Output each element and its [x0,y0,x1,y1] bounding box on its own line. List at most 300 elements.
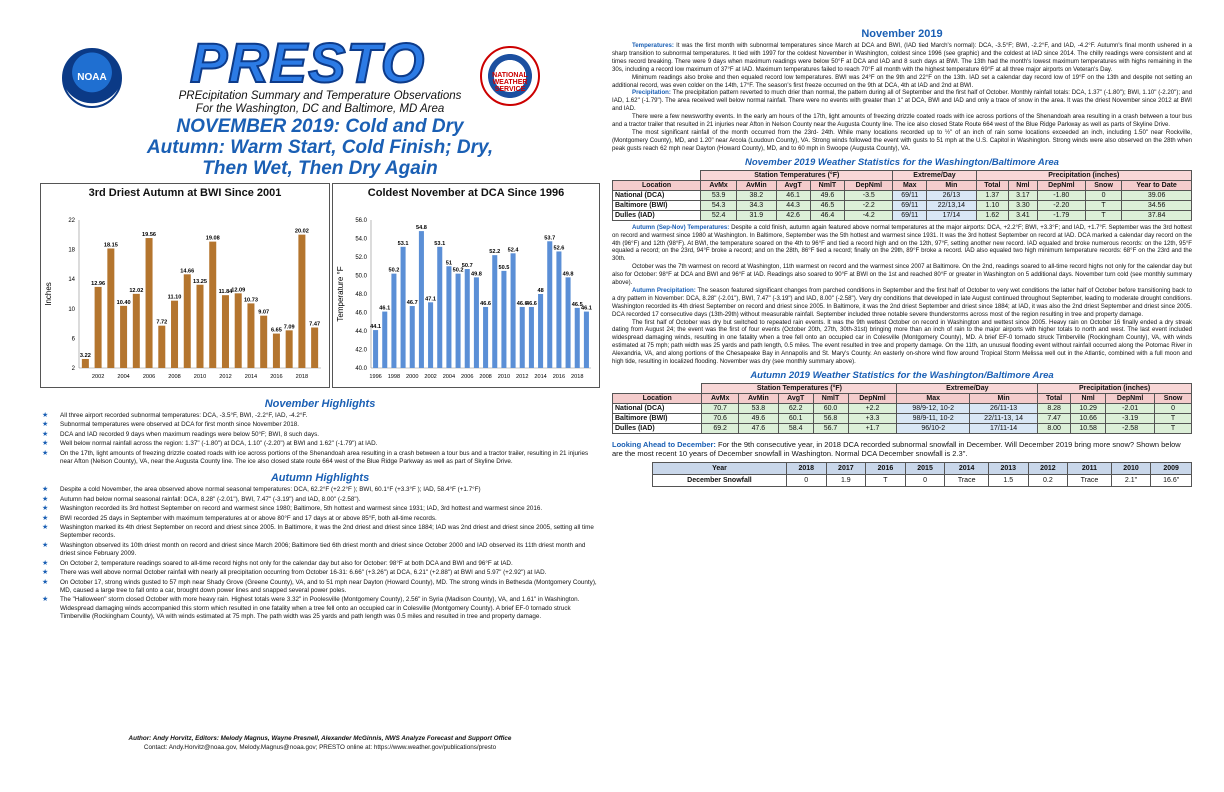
star-bullet-icon: ★ [42,449,49,457]
y-tick-label: 48.0 [355,292,367,298]
data-label: 7.09 [283,324,295,331]
table-cell: 26/11-13 [970,404,1038,414]
table-cell: -3.5 [845,190,893,200]
paragraph: Minimum readings also broke and then equaled record low temperatures. BWI was 24°F on the 9th and 22°F on the 13th. IAD set a calendar day record low of 19°F on the 13th and despite not setting an additional record, was even colder on the 14th, 17°F. The season's first freeze occurred on the 9th at DCA, 4th at IAD and 2nd at BWI. [612,73,1192,89]
data-label: 52.4 [507,247,519,254]
right-column [612,28,1192,788]
star-bullet-icon: ★ [42,596,49,604]
bar [184,274,191,368]
chart-title: 3rd Driest Autumn at BWI Since 2001 [88,187,282,199]
y-tick-label: 56.0 [355,218,367,224]
data-label: 46.7 [406,300,418,307]
data-label: 11.84 [218,289,233,296]
table-cell: 17/11-14 [970,424,1038,434]
x-tick-label: 2006 [461,374,474,380]
table-cell: -2.20 [1037,200,1085,210]
bar [120,306,127,368]
table-cell: 1.9 [826,475,866,487]
y-tick-label: 14 [68,277,75,284]
data-label: 7.47 [309,321,321,328]
table-cell: T [1085,200,1121,210]
table-cell: 60.1 [778,414,813,424]
nws-logo-icon: NATIONAL WEATHER SERVICE [480,46,540,106]
table-column-header: Max [897,394,970,404]
table-cell: 98/9-12, 10-2 [897,404,970,414]
bar [382,312,387,368]
bar [538,294,543,368]
data-label: 46.1 [580,305,592,312]
table-cell: 62.2 [778,404,813,414]
paragraph: October was the 7th warmest on record at Washington, 11th warmest on record and the warmest since 2007 at Baltimore. On the 2nd, readings soared to all-time record highs not only for the calendar day but also for October: 98°F at DCA and BWI and 96°F at IAD. Readings also soared to 90°F at BWI on the 1st and reached 80°F or greater in Washington on 5 additional days. November turn cold (see monthly summary above). [612,263,1192,287]
bar [158,326,165,368]
bar [298,235,305,368]
bar [501,271,506,368]
data-label: 12.96 [91,280,106,287]
table-cell: 22/11-13, 14 [970,414,1038,424]
data-label: 53.7 [544,235,556,242]
data-label: 10.40 [116,299,131,306]
star-bullet-icon: ★ [42,578,49,586]
data-label: 47.1 [425,296,437,303]
highlight-text: DCA and IAD recorded 9 days when maximum readings were below 50°F; BWI, 8 such days. [60,430,320,438]
y-tick-label: 54.0 [355,236,367,243]
table-cell: -2.58 [1106,424,1155,434]
x-tick-label: 2016 [552,374,566,380]
nov-highlight-item [40,412,600,420]
highlight-text: On October 17, strong winds gusted to 57 mph near Shady Grove (Greene County), VA, and to 51 mph near Dayton (Howard County), MD. The strong winds in Bethesda (Montgomery County), MD, caused a large tree to fall onto a car, brought down power lines and snapped several power poles. [60,578,597,594]
table-column-header: NmlT [810,180,845,190]
table-column-header: DepNml [1106,394,1155,404]
bar [373,330,378,368]
table-column-header: Year [653,463,787,475]
highlight-text: There was well above normal October rainfall with nearly all precipitation occurring from October 16-31: 6.66" (+3.26") at DCA, 6.21" (+2.88") at BWI and 5.97" (+2.92") at IAD. [60,569,547,577]
autumn-highlights-list [40,486,600,621]
table-column-header: 2012 [1028,463,1068,475]
presto-brand: PRESTO [190,31,426,94]
y-tick-label: 10 [68,306,75,313]
bar [273,334,280,368]
nov-highlights-heading: November Highlights [264,398,376,410]
data-label: 52.6 [553,245,565,252]
table-cell: 46.4 [810,210,845,220]
table-cell: +1.7 [848,424,897,434]
paragraph: There were a few newsworthy events. In the early am hours of the 17th, light amounts of freezing drizzle coated roads with ice across portions of the Shenandoah area resulting in a crash between a tour bus and a tractor trailer that resulted in 21 injuries near Afton in Nelson County near the Augusta County line. The ice also closed State Route 664 west of the Blue Ridge Parkway as well as parts of Skyline Drive. [612,113,1192,129]
y-tick-label: 6 [71,336,75,343]
table-cell: 44.3 [776,200,810,210]
nov-highlight-item [40,440,600,448]
x-tick-label: 2016 [270,374,283,380]
table-cell: 47.6 [738,424,778,434]
table-column-header: Location [613,394,702,404]
autumn-highlight-item [40,505,600,513]
y-tick-label: 2 [71,366,75,372]
data-label: 50.5 [498,264,510,271]
star-bullet-icon: ★ [42,569,49,577]
bar [584,312,589,368]
autumn-highlight-item [40,560,600,568]
highlight-text: Well below normal rainfall across the region: 1.37" (-1.80") at DCA, 1.10" (-2.20") at BWI and 1.62" (-1.79") at IAD. [60,440,378,448]
data-label: 53.1 [397,240,409,247]
december-snowfall-table [652,462,1192,487]
x-tick-label: 1996 [369,374,382,380]
nov-highlight-item [40,431,600,439]
data-label: 46.6 [480,300,492,307]
star-bullet-icon: ★ [42,559,49,567]
table-cell: 0 [905,475,945,487]
table-cell: 1.10 [976,200,1009,210]
table-column-header: AvMin [738,394,778,404]
bar [133,294,140,368]
y-tick-label: 22 [68,218,75,224]
table-column-header: Snow [1085,180,1121,190]
autumn-highlight-item [40,596,600,621]
data-label: 52.2 [489,249,501,256]
table-group-header: Precipitation (inches) [1038,384,1192,394]
chart-dca-november [332,183,600,388]
bar [95,287,102,368]
star-bullet-icon: ★ [42,412,49,419]
table-group-header [613,170,701,180]
table-column-header: AvgT [778,394,813,404]
data-label: 46.6 [516,300,528,307]
y-tick-label: 46.0 [355,310,367,317]
x-tick-label: 1998 [387,374,401,380]
table-cell: 37.84 [1122,210,1192,220]
x-tick-label: 2006 [142,374,156,380]
table-cell: 8.28 [1038,404,1071,414]
table-column-header: Nml [1071,394,1106,404]
table-cell: 34.3 [737,200,776,210]
x-tick-label: 2018 [571,374,584,380]
x-tick-label: 2008 [168,374,181,380]
table-group-header [613,384,702,394]
data-label: 50.2 [388,267,400,274]
data-label: 49.8 [470,271,482,278]
table-column-header: Min [970,394,1038,404]
bar [456,274,461,368]
data-label: 51 [445,260,453,267]
chart-svg [41,198,329,388]
table-cell: 3.41 [1009,210,1038,220]
table-cell: 98/9-11, 10-2 [897,414,970,424]
table-cell: Dulles (IAD) [613,424,702,434]
bar [286,330,293,368]
table-column-header: Total [1038,394,1071,404]
header [40,28,600,180]
table-cell: 22/13,14 [927,200,976,210]
table-cell: T [866,475,906,487]
bar [511,253,516,368]
data-label: 53.1 [434,240,446,247]
table-cell: 3.30 [1009,200,1038,210]
data-label: 46.5 [571,301,583,308]
highlight-text: Washington marked its 4th driest September on record and driest since 2005. In Baltimore, it was the 2nd driest and driest since 1884; IAD was 2nd driest and driest since 2005, setting all time September records. [60,524,594,540]
table-cell: 52.4 [701,210,737,220]
table-column-header: Snow [1155,394,1192,404]
highlight-text: All three airport recorded subnormal temperatures: DCA, -3.5°F, BWI, -2.2°F, IAD, -4.2°F. [60,412,308,419]
table-cell: Trace [945,475,989,487]
star-bullet-icon: ★ [42,440,49,448]
x-tick-label: 2012 [516,374,529,380]
bar [575,308,580,368]
table-column-header: 2016 [866,463,906,475]
table-cell: 69/11 [893,200,927,210]
x-tick-label: 2002 [424,374,437,380]
x-tick-label: 2004 [117,374,130,380]
chart-title: Coldest November at DCA Since 1996 [367,187,565,199]
x-tick-label: 2002 [91,374,105,380]
nov-highlight-item [40,421,600,429]
y-axis-label: Inches [44,282,53,306]
table-cell: National (DCA) [613,190,701,200]
month-title: November 2019 [861,28,943,40]
autumn-highlight-item [40,579,600,596]
subtitle-2: For the Washington, DC and Baltimore, MD Area [195,103,445,115]
table-cell: 56.7 [813,424,848,434]
data-label: 48 [537,288,544,294]
table-cell: Baltimore (BWI) [613,414,702,424]
credits-authors: Author: Andy Horvitz, Editors: Melody Magnus, Wayne Presnell, Alexander McGinnis, NWS Analyze Forecast and Support Office [128,735,512,742]
table-row [613,210,1192,220]
chart-svg [333,198,599,388]
bar [222,295,229,368]
paragraph: The most significant rainfall of the month occurred from the 23rd- 24th. While many locations recorded up to ½" of an inch of rain some locations exceeded an inch, including 1.50" near Rockville, (Montgomery County), MD, and 1.20" near Arcola (Loudoun County), VA. Strong winds followed the event with gusts to 51 mph at the U.S. Capitol in Washington. Strong winds were also observed on the 28th when peak gusts reach 62 mph near Dayton (Howard County), MD, and to 60 mph in Swoope (Augusta County), VA. [612,128,1192,152]
table-cell: 96/10-2 [897,424,970,434]
table-cell: -1.80 [1037,190,1085,200]
data-label: 50.7 [461,263,473,270]
table-group-header: Extreme/Day [897,384,1038,394]
y-tick-label: 42.0 [355,347,367,354]
bar [428,302,433,368]
data-label: 46.1 [379,305,391,312]
table-cell: 26/13 [927,190,976,200]
autumn-highlight-item [40,496,600,504]
bar [483,307,488,368]
table-column-header: 2014 [945,463,989,475]
table-cell: -2.01 [1106,404,1155,414]
x-tick-label: 2012 [219,374,232,380]
table-cell: 2.1" [1111,475,1151,487]
data-label: 3.22 [79,352,91,359]
looking-ahead: Looking Ahead to December: For the 9th consecutive year, in 2018 DCA recorded subnormal snowfall in December. Will December 2019 bring more snow? Shown below are the most recent 10 years of December snowfall in Washington. Normal DCA December snowfall is 2.3". [612,440,1181,458]
table-column-header: AvMx [701,180,737,190]
table-cell: T [1155,424,1192,434]
table-column-header: 2011 [1068,463,1112,475]
page-title: NOVEMBER 2019: Cold and Dry Autumn: Warm Start, Cold Finish; Dry, Then Wet, Then Dry Again [146,116,494,179]
nov-stats-table [612,170,1192,221]
nov-highlight-item [40,450,600,467]
table-cell: 70.6 [702,414,738,424]
autumn-highlight-item [40,524,600,541]
table-column-header: 2015 [905,463,945,475]
paragraph: The first half of October was dry but switched to repeated rain events. It was the 9th wettest October on record in Washington and wettest since 2005. Heavy rain on October 16 finally ended a dry streak dating from August 24; the event was the first of four events (October 20th, 27th, 30th-31st) bringing more than an inch of rain to the major airports with higher totals to north and west. The last event included widespread damaging winds, resulting in one fatality when a tree fell onto an occupied car in Colesville (Montgomery County), MD. A brief EF-0 tornado struck Timberville (Rockingham County), VA, with winds estimated at 75 mph; path width was 25 yards and path length, 0.5 miles. The event resulted in tree and property damage. On the 11th, an unusual flooding event without rainfall occurred along the Potomac River in Alexandria, VA, and along portions of the Chesapeake Bay in Annapolis and St. Mary's County. An easterly on-shore wind flow around Tropical Storm Melissa well out in the Atlantic, combined with a full moon and high tide, resulting in localized flooding. November was dry (see monthly summary above). [612,318,1192,366]
data-label: 19.08 [205,235,220,242]
autumn-highlight-item [40,542,600,559]
bar [465,269,470,368]
bar [474,277,479,368]
table-cell: 56.8 [813,414,848,424]
table-cell: 8.00 [1038,424,1071,434]
table-cell: 1.62 [976,210,1009,220]
table-cell: -1.79 [1037,210,1085,220]
data-label: 12.09 [231,287,246,294]
table-column-header: 2009 [1151,463,1192,475]
highlight-text: Subnormal temperatures were observed at DCA for first month since November 2018. [60,421,300,429]
star-bullet-icon: ★ [42,421,49,429]
table-group-header: Precipitation (inches) [976,170,1191,180]
bar [547,241,552,368]
table-cell: 10.29 [1071,404,1106,414]
table-cell: 49.6 [810,190,845,200]
bar [311,328,318,368]
table-cell: T [1155,414,1192,424]
table-cell: 54.3 [701,200,737,210]
table-cell: 10.58 [1071,424,1106,434]
highlight-text: On the 17th, light amounts of freezing drizzle coated roads with ice across portions of the Shenandoah area resulting in a crash between a tour bus and a tractor trailer, resulting in 21 injuries near Afton (Nelson County), VA, near the Augusta County line. The ice also closed state route 664 west of the Blue Ridge Parkway as well as part of Skyline Drive. [60,449,589,466]
table-cell: 70.7 [702,404,738,414]
nov-table-title: November 2019 Weather Statistics for the Washington/Baltimore Area [745,156,1059,168]
autumn-highlight-item [40,486,600,494]
data-label: 20.02 [294,228,309,235]
table-cell: 0 [1085,190,1121,200]
y-tick-label: 44.0 [355,329,367,335]
data-label: 10.73 [243,297,258,304]
table-cell: 17/14 [927,210,976,220]
table-row [653,475,1192,487]
x-tick-label: 2000 [406,374,419,380]
highlight-text: Washington observed its 10th driest month on record and driest since March 2006; Baltimore tied 6th driest month and driest since October 2000 and IAD observed its 11th driest month and driest since February 2009. [60,541,586,558]
table-row [613,200,1192,210]
x-tick-label: 2018 [295,374,309,380]
table-cell: 0 [1155,404,1192,414]
table-column-header: DepNml [1037,180,1085,190]
x-tick-label: 2008 [479,374,492,380]
data-label: 44.1 [370,324,382,331]
table-column-header: Year to Date [1122,180,1192,190]
x-tick-label: 2004 [442,374,456,380]
data-label: 19.56 [142,232,157,239]
credits-contact[interactable]: Contact: Andy.Horvitz@noaa.gov, Melody.Magnus@noaa.gov; PRESTO online at: https://www.weather.gov/publications/presto [143,743,497,751]
data-label: 18.15 [103,242,118,249]
table-cell: Dulles (IAD) [613,210,701,220]
data-label: 49.8 [562,271,574,278]
bar [196,285,203,368]
autumn-highlight-item [40,515,600,523]
table-cell: 34.56 [1122,200,1192,210]
x-tick-label: 2014 [534,374,547,380]
y-tick-label: 18 [68,247,75,254]
highlight-text: Washington recorded its 3rd hottest September on record and warmest since 1980; Baltimore, 5th hottest and warmest since 1931; IAD, 3rd hottest and warmest since 2016. [60,505,543,513]
table-column-header: NmlT [813,394,848,404]
highlights [40,394,600,623]
subtitle-1: PREcipitation Summary and Temperature Observations [178,90,462,102]
data-label: 9.07 [258,309,270,316]
bar [209,242,216,368]
table-column-header: Min [927,180,976,190]
table-cell: National (DCA) [613,404,702,414]
table-cell: 49.6 [738,414,778,424]
data-label: 50.2 [452,267,464,274]
y-tick-label: 40.0 [355,366,367,372]
data-label: 14.66 [180,268,195,275]
star-bullet-icon: ★ [42,495,49,503]
bar [520,307,525,368]
bar [260,316,267,368]
nov-highlights-list [40,412,600,466]
table-cell: 38.2 [737,190,776,200]
table-group-header: Extreme/Day [893,170,976,180]
star-bullet-icon: ★ [42,524,49,532]
table-cell: 53.8 [738,404,778,414]
paragraph: Autumn (Sep-Nov) Temperatures: Despite a cold finish, autumn again featured above normal temperatures at the major airports: DCA, +2.2°F; BWI, +3.3°F; and IAD, +1.7°F. September was the 3rd hottest on record and warmest since 1980 at Washington. In Baltimore, September was the 5th hottest and warmest since 1931. It was the 3rd hottest September on record at IAD. DCA marked a calendar day record on the 4th (96°F) and 12th (98°F). At BWI, the temperature soared on the 4th to 96°F and tied a record high and on the 12th, 97°F, setting another new record. IAD equaled and broke numerous records: on the 12th, 95°F equaled a record; on the 23rd, 94°F broke a record; and on the 28th, 86°F tied a record; finally on the 29th, 89°F broke a record. IAD also equaled two high minimum temperature records: 68°F on the 23rd and the 30th. [612,223,1192,263]
table-cell: 46.5 [810,200,845,210]
table-cell: +2.2 [848,404,897,414]
table-cell: 3.17 [1009,190,1038,200]
star-bullet-icon: ★ [42,541,49,549]
table-cell: 1.37 [976,190,1009,200]
table-row [613,190,1192,200]
data-label: 11.10 [167,294,182,301]
highlight-text: Autumn had below normal seasonal rainfall: DCA, 8.28" (-2.01"), BWI, 7.47" (-3.19") and IAD, 8.00" (-2.58"). [60,495,361,503]
autumn-highlight-item [40,569,600,577]
bar [566,277,571,368]
table-cell: 7.47 [1038,414,1071,424]
data-label: 6.65 [270,327,282,334]
table-column-header: AvMin [737,180,776,190]
star-bullet-icon: ★ [42,486,49,494]
table-cell: Trace [1068,475,1112,487]
table-cell: 10.66 [1071,414,1106,424]
autumn-stats-table [612,383,1192,434]
table-cell: 1.5 [988,475,1028,487]
table-row [613,424,1192,434]
table-column-header: Nml [1009,180,1038,190]
data-label: 7.72 [156,319,168,326]
table-cell: 69/11 [893,210,927,220]
bar [107,248,114,368]
table-cell: -2.2 [845,200,893,210]
data-label: 46.6 [525,300,537,307]
table-column-header: DepNml [848,394,897,404]
table-cell: 0 [786,475,826,487]
highlight-text: The "Halloween" storm closed October with more heavy rain. Highest totals were 3.32" in Poolesville (Montgomery County), 2.56" in Syria (Madison County), VA, and 1.61" in Washington. Widespread damaging winds accompanied this storm which resulted in one fatality when a tree fell onto an occupied car in Colesville (Montgomery County). A brief EF-0 tornado struck Timberville (Rockingham County), VA with winds estimated at 75 mph. The path width was 25 yards and path length was 0.5 miles and resulted in tree and property damage. [60,596,580,621]
data-label: 13.25 [193,278,207,285]
noaa-logo-icon: NOAA [62,48,122,108]
table-cell: 69.2 [702,424,738,434]
x-tick-label: 2010 [193,374,207,380]
autumn-table-title: Autumn 2019 Weather Statistics for the Washington/Baltimore Area [750,370,1054,381]
bar [492,255,497,368]
bar [446,266,451,368]
table-cell: 60.0 [813,404,848,414]
paragraph: Precipitation: The precipitation pattern reverted to much drier than normal, the pattern during all of September and the first half of October. Monthly rainfall totals: DCA, 1.37" (-1.80"); BWI, 1.10" (-2.20"); and IAD, 1.62" (-1.79"). The area received well below normal rainfall. There were no events with greater than 1" at DCA, BWI and IAD and only a trace of snow in the area. It was the driest November since 2012 at BWI and IAD. [612,89,1192,113]
left-column [40,28,600,788]
credits [40,735,600,752]
table-column-header: Total [976,180,1009,190]
table-cell: 69/11 [893,190,927,200]
star-bullet-icon: ★ [42,514,49,522]
table-column-header: 2010 [1111,463,1151,475]
bar [556,251,561,368]
table-cell: 0.2 [1028,475,1068,487]
table-group-header: Station Temperatures (°F) [701,170,893,180]
x-tick-label: 2010 [497,374,511,380]
table-cell: 16.6" [1151,475,1192,487]
table-column-header: 2018 [786,463,826,475]
table-cell: 53.9 [701,190,737,200]
autumn-highlights-heading: Autumn Highlights [270,472,370,485]
y-tick-label: 52.0 [355,255,367,261]
